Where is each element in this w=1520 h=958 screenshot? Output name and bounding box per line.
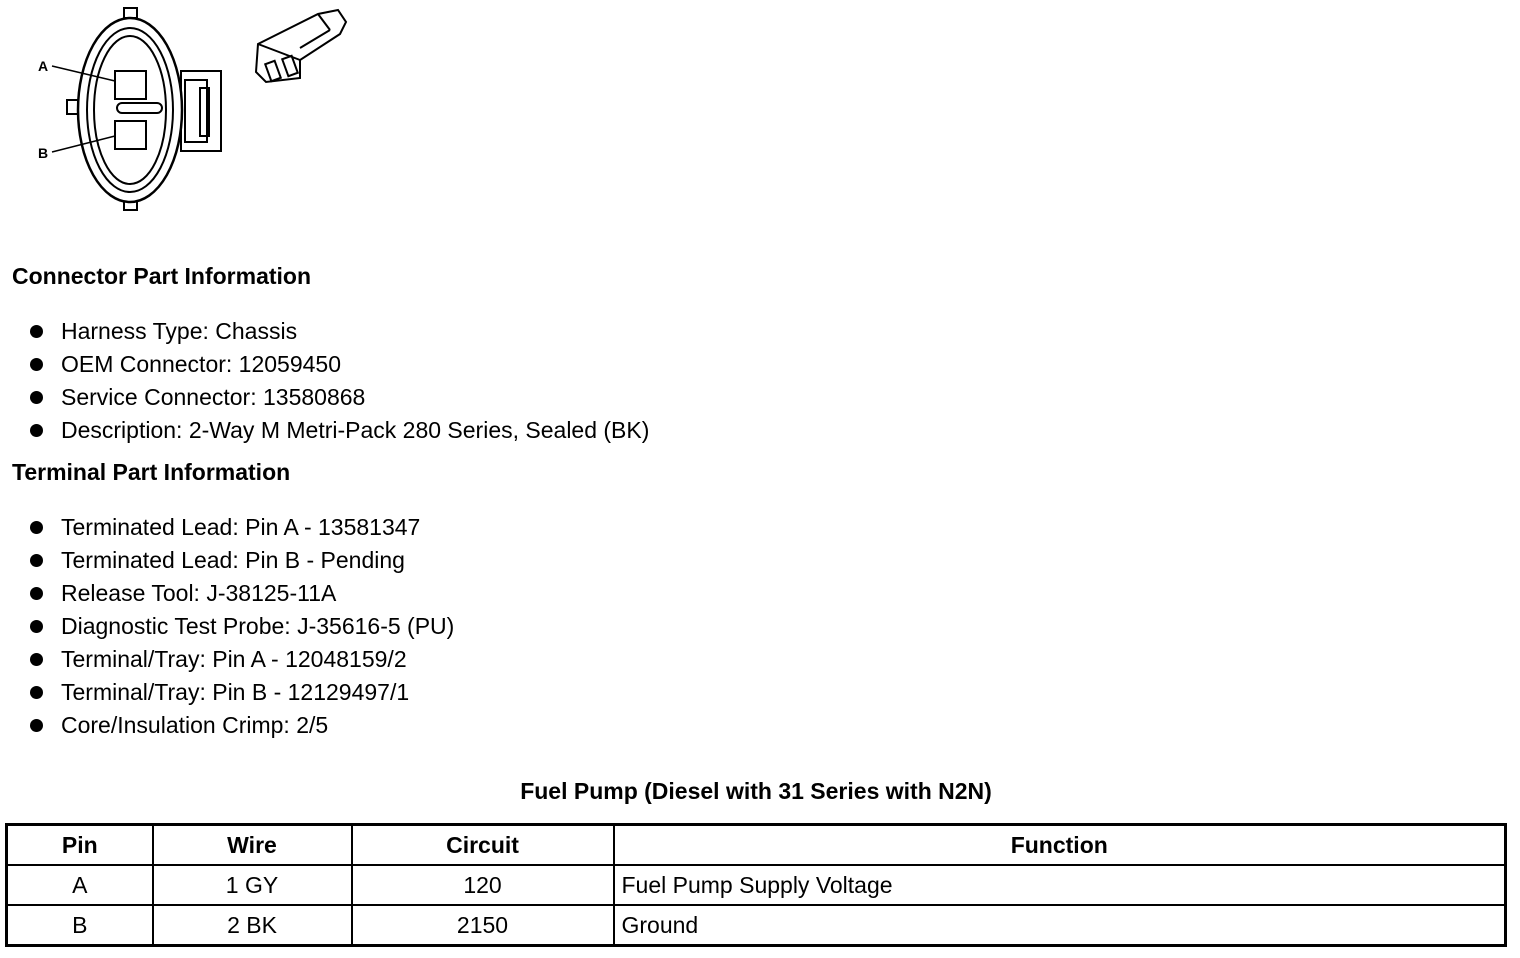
wire-cell: 1 GY [153,865,352,905]
pin-cell: B [7,905,153,946]
function-cell: Fuel Pump Supply Voltage [614,865,1506,905]
connector-side-view [256,10,346,82]
bullet-icon [30,554,43,567]
bullet-icon [30,686,43,699]
pin-a-label: A [38,58,49,74]
list-item: OEM Connector: 12059450 [26,348,649,381]
wire-cell: 2 BK [153,905,352,946]
bullet-icon [30,653,43,666]
circuit-column-header: Circuit [352,825,614,866]
list-item: Release Tool: J-38125-11A [26,577,454,610]
terminal-part-info-heading: Terminal Part Information [12,459,291,485]
bullet-icon [30,424,43,437]
connector-part-info-heading: Connector Part Information [12,263,312,289]
connector-illustration [0,0,360,220]
pin-table-title: Fuel Pump (Diesel with 31 Series with N2N) [520,778,992,804]
pin-column-header: Pin [7,825,153,866]
function-column-header: Function [614,825,1506,866]
bullet-icon [30,391,43,404]
bullet-icon [30,587,43,600]
list-item: Description: 2-Way M Metri-Pack 280 Series, Sealed (BK) [26,414,649,447]
terminal-part-info-list [26,511,454,742]
table-row [7,865,1506,905]
bullet-icon [30,620,43,633]
list-item: Core/Insulation Crimp: 2/5 [26,709,454,742]
function-cell: Ground [614,905,1506,946]
table-header-row [7,825,1506,866]
pin-b-label: B [38,145,49,161]
list-item: Terminal/Tray: Pin A - 12048159/2 [26,643,454,676]
list-item: Terminated Lead: Pin B - Pending [26,544,454,577]
bullet-icon [30,521,43,534]
bullet-icon [30,325,43,338]
pin-cell: A [7,865,153,905]
wire-column-header: Wire [153,825,352,866]
bullet-icon [30,719,43,732]
connector-part-info-list [26,315,649,447]
list-item: Terminal/Tray: Pin B - 12129497/1 [26,676,454,709]
circuit-cell: 120 [352,865,614,905]
circuit-cell: 2150 [352,905,614,946]
list-item: Service Connector: 13580868 [26,381,649,414]
connector-face-drawing [0,0,360,220]
bullet-icon [30,358,43,371]
pin-table [5,823,1507,947]
table-row [7,905,1506,946]
list-item: Terminated Lead: Pin A - 13581347 [26,511,454,544]
list-item: Diagnostic Test Probe: J-35616-5 (PU) [26,610,454,643]
list-item: Harness Type: Chassis [26,315,649,348]
